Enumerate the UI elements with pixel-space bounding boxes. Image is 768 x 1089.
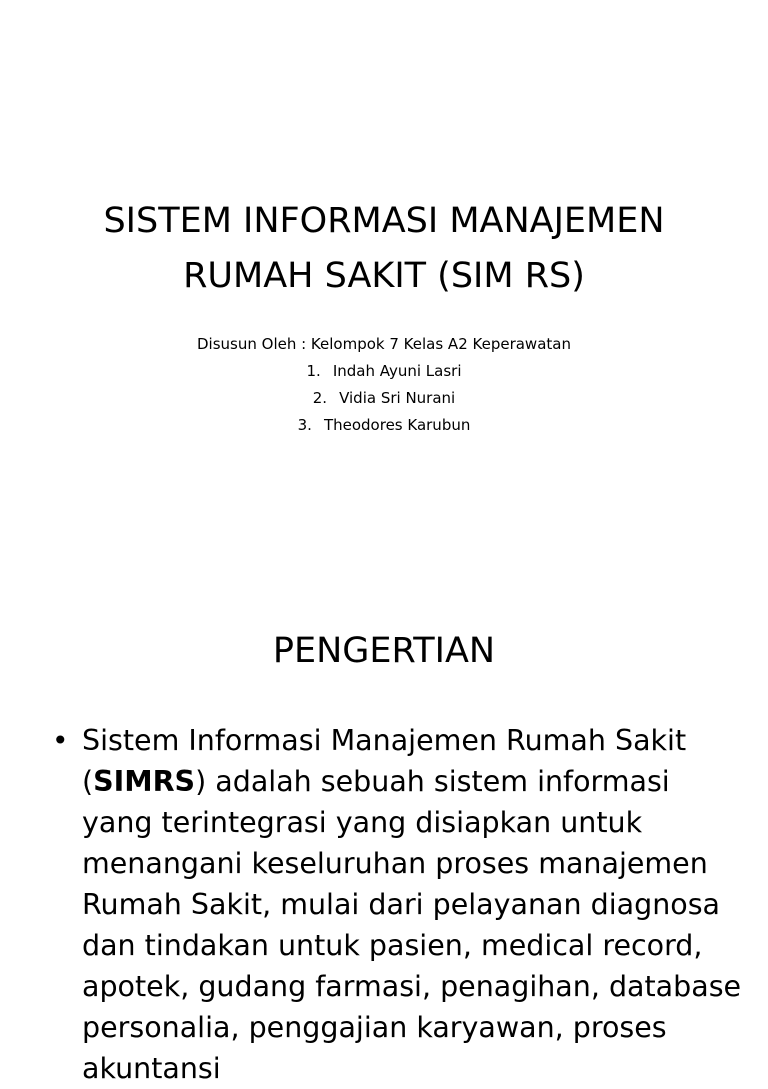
content-slide [0, 576, 768, 1085]
member-name: Theodores Karubun [323, 416, 471, 434]
member-number: 1. [306, 362, 321, 380]
member-number: 3. [297, 416, 312, 434]
slide-title [0, 194, 768, 304]
title-line-1: SISTEM INFORMASI MANAJEMEN [103, 201, 665, 241]
bullet-text [82, 720, 742, 1089]
byline: Disusun Oleh : Kelompok 7 Kelas A2 Keperawatan [197, 335, 571, 353]
member-item [0, 385, 768, 412]
bullet-text-part-2: ) adalah sebuah sistem informasi yang terintegrasi yang disiapkan untuk menangani keseluruhan proses manajemen Rumah Sakit, mulai dari pelayanan diagnosa dan tindakan untuk pasien, medical record, apotek, gudang farmasi, penagihan, database personalia, penggajian karyawan, proses akuntansi [82, 765, 742, 1085]
member-name: Indah Ayuni Lasri [332, 362, 462, 380]
bullet-text-part-1: Sistem Informasi Manajemen Rumah Sakit ( [82, 724, 687, 798]
member-item [0, 358, 768, 385]
slide-heading: PENGERTIAN [272, 631, 496, 671]
member-number: 2. [312, 389, 328, 407]
bullet-icon: • [52, 724, 69, 757]
member-name: Vidia Sri Nurani [339, 389, 456, 407]
title-line-2: RUMAH SAKIT (SIM RS) [183, 256, 585, 296]
member-item [0, 412, 768, 439]
bullet-text-bold: SIMRS [93, 765, 196, 798]
slide-subtitle [0, 331, 768, 439]
bullet-item [52, 720, 742, 1089]
